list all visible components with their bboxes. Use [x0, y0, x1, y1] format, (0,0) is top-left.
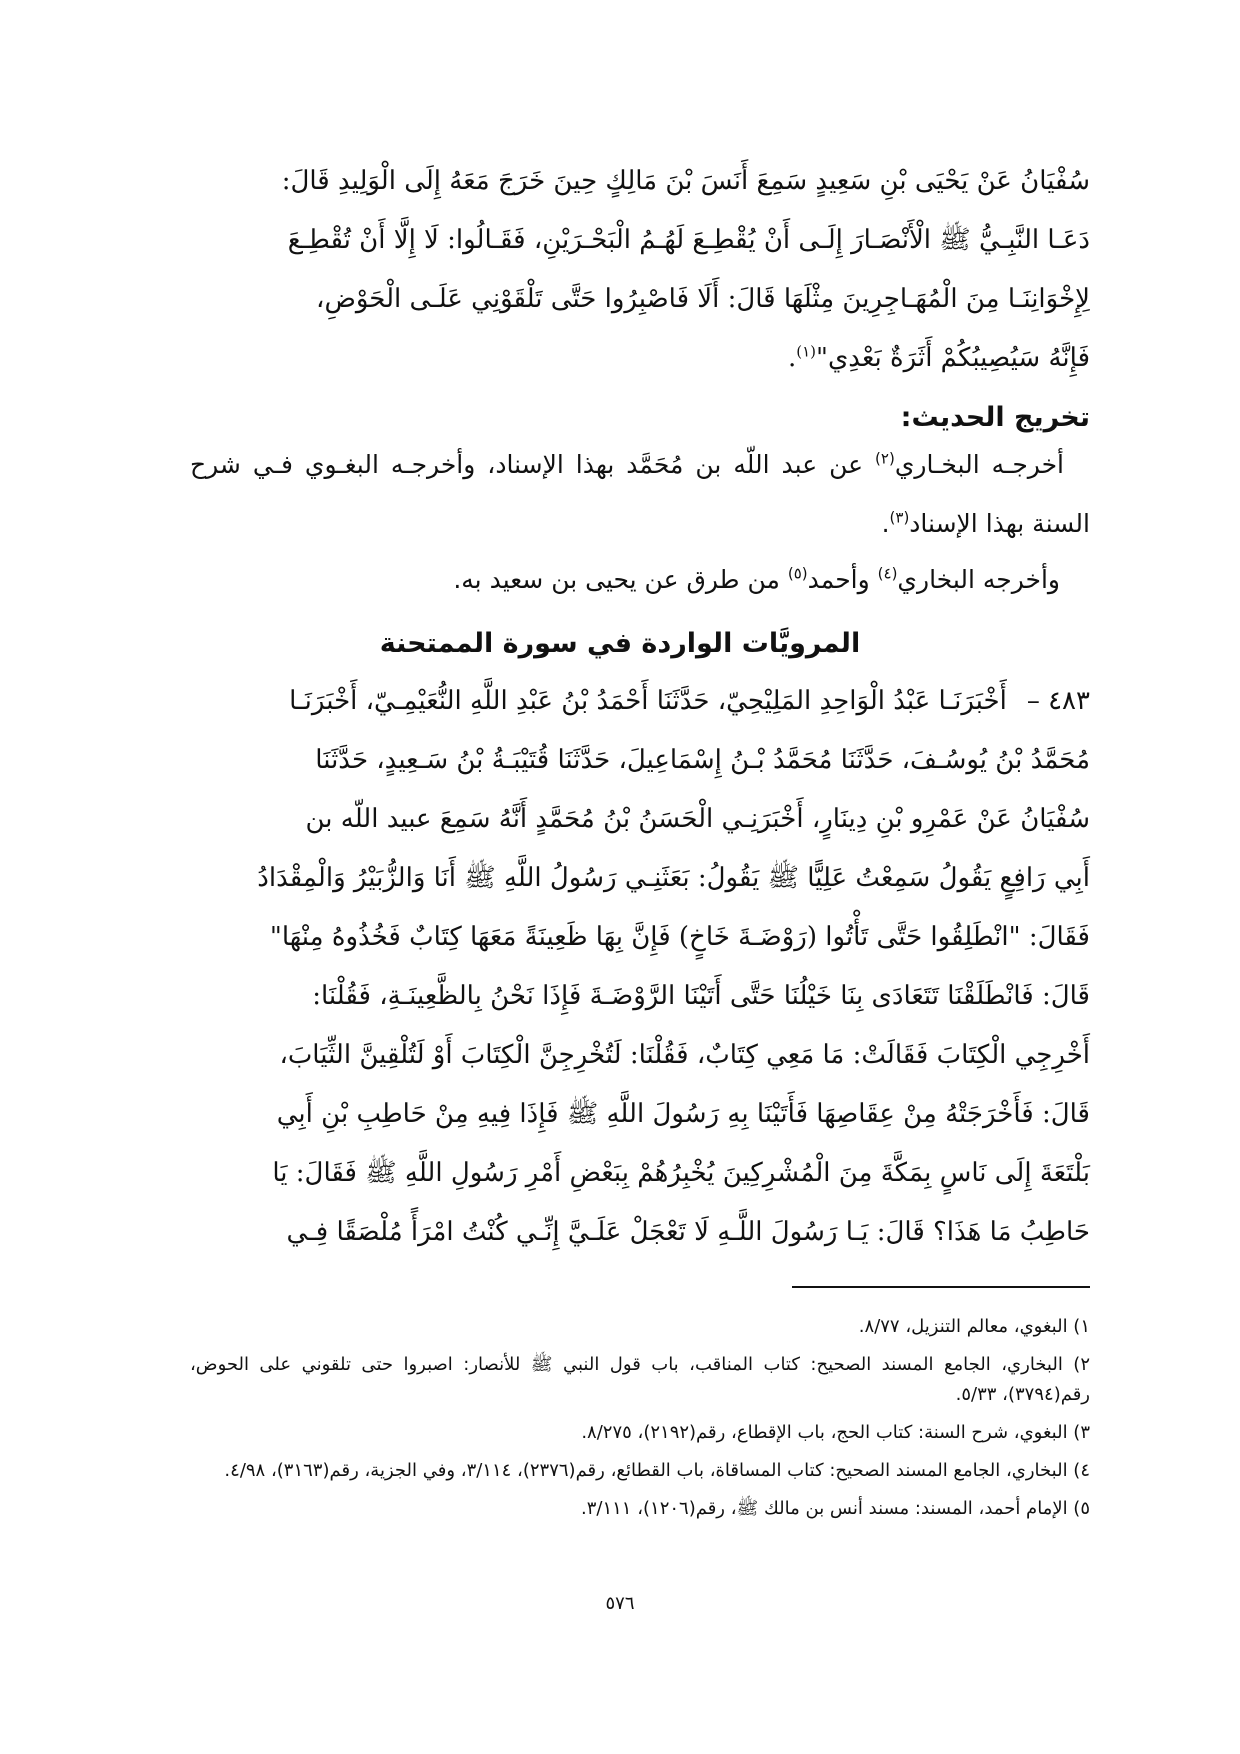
footnote-divider	[792, 1286, 1090, 1288]
text-line: أَخْرِجِي الْكِتَابَ فَقَالَتْ: مَا مَعِي كِتَابٌ، فَقُلْنَا: لَتُخْرِجِنَّ الْكِتَابَ أَوْ لَتُلْقِينَّ الثِّيَابَ،	[279, 1040, 1090, 1070]
text-line	[190, 435, 1090, 553]
hadith-number: ٤٨٣ –	[1026, 686, 1090, 716]
takhrij-heading: تخريج الحديث:	[900, 402, 1090, 433]
text-line: فَقَالَ: "انْطَلِقُوا حَتَّى تَأْتُوا (رَوْضَـةَ خَاخٍ) فَإِنَّ بِهَا ظَعِينَةً مَعَهَا كِتَابٌ فَخُذُوهُ مِنْهَا"	[269, 922, 1090, 952]
period: .	[881, 509, 890, 538]
section-heading: المرويَّات الواردة في سورة الممتحنة	[379, 628, 861, 659]
footnotes-list	[190, 1312, 1090, 1532]
takhrij-paragraph-2	[453, 560, 1060, 600]
text-line: مُحَمَّدُ بْنُ يُوسُـفَ، حَدَّثَنَا مُحَمَّدُ بْـنُ إِسْمَاعِيلَ، حَدَّثَنَا قُتَيْبَـةُ بْنُ سَـعِيدٍ، حَدَّثَنَا	[315, 745, 1090, 775]
footnote-ref: (٢)	[875, 449, 895, 468]
text-line-content: أَخْبَرَنَـا عَبْدُ الْوَاحِدِ المَلِيْحِيّ، حَدَّثَنَا أَحْمَدُ بْنُ عَبْدِ اللَّهِ النُّعَيْمِـيّ، أَخْبَرَنَـا	[289, 686, 1007, 716]
takhrij-text: وأخرجه البخاري	[897, 565, 1060, 594]
text-line: دَعَـا النَّبِـيُّ ﷺ الْأَنْصَـارَ إِلَـى أَنْ يُقْطِـعَ لَهُـمُ الْبَحْـرَيْنِ، فَقَـالُوا: لَا إِلَّا أَنْ تُقْطِـعَ	[287, 225, 1090, 255]
period: .	[787, 343, 797, 373]
hadith-continuation-paragraph	[190, 152, 1090, 388]
text-line: قَالَ: فَانْطَلَقْنَا تَتَعَادَى بِنَا خَيْلُنَا حَتَّى أَتَيْنَا الرَّوْضَـةَ فَإِذَا نَحْنُ بِالظَّعِينَـةِ، فَقُلْنَا:	[312, 981, 1090, 1011]
footnote-ref: (٤)	[877, 564, 898, 583]
text-line	[190, 329, 1090, 388]
takhrij-text: من طرق عن يحيى بن سعيد به.	[453, 565, 788, 594]
takhrij-text: عن عبد اللّه بن مُحَمَّد بهذا الإسناد، وأخرجـه البغـوي فـي شرح السنة بهذا الإسناد	[190, 450, 1090, 538]
hadith-paragraph	[190, 672, 1090, 1262]
takhrij-text: أخرجـه البخـاري	[894, 450, 1065, 479]
text-line: سُفْيَانُ عَنْ عَمْرِو بْنِ دِينَارٍ، أَخْبَرَنِـي الْحَسَنُ بْنُ مُحَمَّدٍ أَنَّهُ سَمِعَ عبيد اللّه بن	[305, 804, 1090, 834]
text-line: سُفْيَانُ عَنْ يَحْيَى بْنِ سَعِيدٍ سَمِعَ أَنَسَ بْنَ مَالِكٍ حِينَ خَرَجَ مَعَهُ إِلَى الْوَلِيدِ قَالَ:	[281, 166, 1090, 196]
footnote: ٢) البخاري، الجامع المسند الصحيح: كتاب المناقب، باب قول النبي ﷺ للأنصار: اصبروا حتى تلقوني على الحوض، رقم(٣٧٩٤)، ٥/٣٣.	[190, 1354, 1090, 1405]
footnote-ref: (١)	[796, 342, 816, 361]
text-line: حَاطِبُ مَا هَذَا؟ قَالَ: يَـا رَسُولَ اللَّـهِ لَا تَعْجَلْ عَلَـيَّ إِنِّـي كُنْتُ امْرَأً مُلْصَقًا فِـي	[286, 1217, 1090, 1247]
text-line-content: فَإِنَّهُ سَيُصِيبُكُمْ أَثَرَةٌ بَعْدِي"	[815, 343, 1090, 373]
footnote-ref: (٣)	[889, 508, 910, 527]
footnote: ٥) الإمام أحمد، المسند: مسند أنس بن مالك ﷺ، رقم(١٢٠٦)، ٣/١١١.	[580, 1498, 1090, 1519]
footnote: ١) البغوي، معالم التنزيل، ٨/٧٧.	[858, 1316, 1090, 1337]
text-line: لِإِخْوَانِنَـا مِنَ الْمُهَـاجِرِينَ مِثْلَهَا قَالَ: أَلَا فَاصْبِرُوا حَتَّى تَلْقَوْنِي عَلَـى الْحَوْضِ،	[316, 284, 1090, 314]
footnote-ref: (٥)	[787, 564, 808, 583]
text-line: بَلْتَعَةَ إِلَى نَاسٍ بِمَكَّةَ مِنَ الْمُشْرِكِينَ يُخْبِرُهُمْ بِبَعْضِ أَمْرِ رَسُولِ اللَّهِ ﷺ فَقَالَ: يَا	[272, 1158, 1090, 1188]
text-line	[190, 672, 1090, 731]
text-line: قَالَ: فَأَخْرَجَتْهُ مِنْ عِقَاصِهَا فَأَتَيْنَا بِهِ رَسُولَ اللَّهِ ﷺ فَإِذَا فِيهِ مِنْ حَاطِبِ بْنِ أَبِي	[276, 1099, 1090, 1129]
takhrij-paragraph	[190, 435, 1090, 553]
footnote: ٣) البغوي، شرح السنة: كتاب الحج، باب الإقطاع، رقم(٢١٩٢)، ٨/٢٧٥.	[581, 1422, 1090, 1443]
takhrij-text: وأحمد	[807, 565, 878, 594]
footnote: ٤) البخاري، الجامع المسند الصحيح: كتاب المساقاة، باب القطائع، رقم(٢٣٧٦)، ٣/١١٤، وفي الجزية، رقم(٣١٦٣)، ٤/٩٨.	[224, 1460, 1090, 1481]
text-line: أَبِي رَافِعٍ يَقُولُ سَمِعْتُ عَلِيًّا ﷺ يَقُولُ: بَعَثَنِـي رَسُولُ اللَّهِ ﷺ أَنَا وَالزُّبَيْرُ وَالْمِقْدَادُ	[257, 863, 1090, 893]
page-number: ٥٧٦	[605, 1593, 635, 1614]
